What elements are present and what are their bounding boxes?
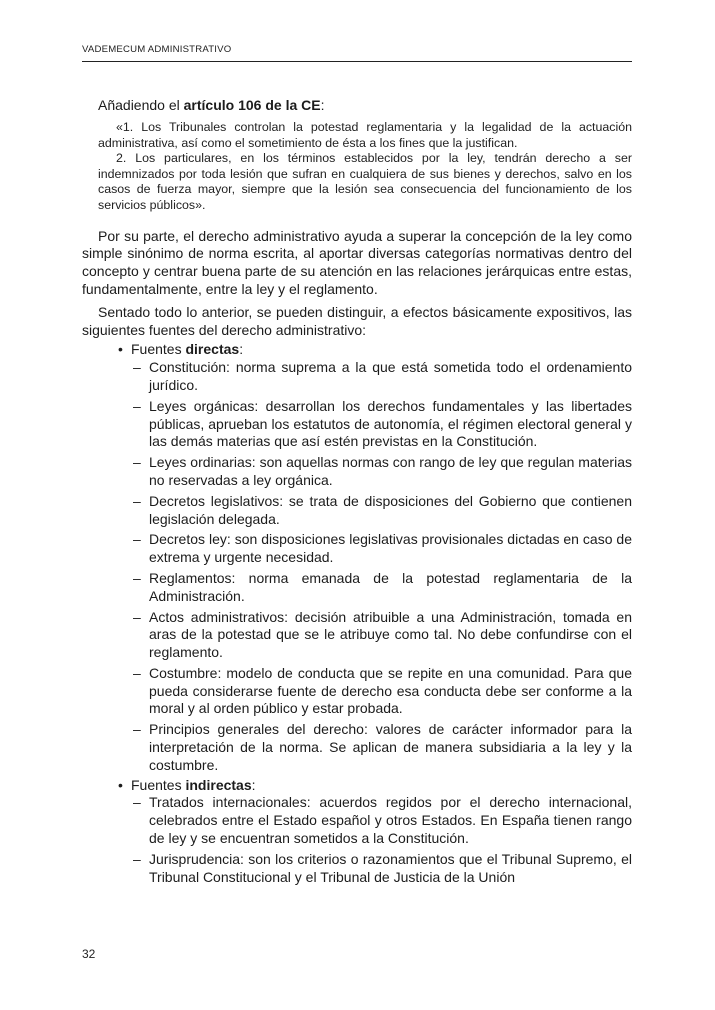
list-item — [82, 398, 632, 451]
list-item — [82, 721, 632, 774]
intro-prefix: Añadiendo el — [98, 97, 184, 113]
dash-marker: – — [133, 608, 141, 625]
list-item-text: Decretos ley: son disposiciones legislativas provisionales dictadas en caso de extrema y urgente necesidad. — [149, 531, 632, 566]
dash-marker: – — [133, 492, 141, 509]
list-item-text: Costumbre: modelo de conducta que se repite en una comunidad. Para que pueda considerarse fuente de derecho esa conducta debe ser conforme a la moral y al orden público y estar probada. — [149, 664, 632, 717]
list-item-text: Leyes ordinarias: son aquellas normas con rango de ley que regulan materias no reservadas a ley orgánica. — [149, 454, 632, 488]
list-item-text: Actos administrativos: decisión atribuible a una Administración, tomada en aras de la potestad que se le atribuye como tal. No debe confundirse con el reglamento. — [149, 608, 632, 661]
list-item-text: Jurisprudencia: son los criterios o razonamientos que el Tribunal Supremo, el Tribunal Constitucional y el Tribunal de Justicia de la Unión — [149, 850, 632, 885]
intro-line — [98, 96, 632, 114]
dash-marker: – — [133, 397, 141, 414]
group-suffix: : — [239, 341, 244, 358]
sources-group-direct — [82, 341, 632, 359]
sources-group-indirect — [82, 777, 632, 795]
body-paragraph: Sentado todo lo anterior, se pueden distinguir, a efectos básicamente expositivos, las siguientes fuentes del derecho administrativo: — [82, 303, 632, 338]
list-item — [82, 359, 632, 395]
dash-marker: – — [133, 569, 141, 586]
sources-list — [82, 777, 632, 795]
group-prefix: Fuentes — [131, 341, 186, 358]
list-item-text: Tratados internacionales: acuerdos regidos por el derecho internacional, celebrados entre el Estado español y otros Estados. En España tienen rango de ley y se encuentran sometidos a la Constitución. — [149, 794, 632, 847]
list-item — [82, 570, 632, 606]
bullet-marker: • — [118, 341, 123, 358]
group-prefix: Fuentes — [131, 776, 186, 793]
list-item — [82, 531, 632, 567]
list-item-text: Principios generales del derecho: valores de carácter informador para la interpretación de la norma. Se aplican de manera subsidiaria a la ley y la costumbre. — [149, 721, 632, 773]
quote-paragraph-1: «1. Los Tribunales controlan la potestad reglamentaria y la legalidad de la actuación administrativa, así como el sometimiento de ésta a los fines que la justifican. — [98, 120, 632, 150]
dash-marker: – — [133, 359, 141, 376]
dash-marker: – — [133, 721, 141, 738]
dash-marker: – — [133, 664, 141, 681]
list-item-text: Reglamentos: norma emanada de la potestad reglamentaria de la Administración. — [149, 569, 632, 604]
list-item — [82, 609, 632, 662]
list-item — [82, 493, 632, 529]
intro-suffix: : — [320, 97, 325, 113]
list-item — [82, 454, 632, 490]
block-quote — [98, 120, 632, 214]
list-item — [82, 665, 632, 718]
list-item-text: Leyes orgánicas: desarrollan los derechos fundamentales y las libertades públicas, aprueban los estatutos de autonomía, el régimen electoral general y las demás materias que así estén previstas en la Constitución. — [149, 397, 632, 450]
running-header: VADEMECUM ADMINISTRATIVO — [82, 44, 232, 55]
page-content — [82, 96, 632, 886]
sources-list — [82, 341, 632, 359]
dash-marker: – — [133, 794, 141, 811]
list-item — [82, 794, 632, 847]
list-item-text: Decretos legislativos: se trata de disposiciones del Gobierno que contienen legislación delegada. — [149, 492, 632, 527]
bullet-marker: • — [118, 776, 123, 793]
direct-sources-items — [82, 359, 632, 775]
body-paragraph: Por su parte, el derecho administrativo ayuda a superar la concepción de la ley como simple sinónimo de norma escrita, al aportar diversas categorías normativas dentro del concepto y centrar buena parte de su atención en las relaciones jerárquicas entre estas, fundamentalmente, entre la ley y el reglamento. — [82, 227, 632, 297]
list-item — [82, 851, 632, 887]
intro-article-reference: artículo 106 de la CE — [183, 97, 321, 113]
group-label: indirectas — [185, 776, 252, 793]
quote-paragraph-2: 2. Los particulares, en los términos establecidos por la ley, tendrán derecho a ser indemnizados por toda lesión que sufran en cualquiera de sus bienes y derechos, salvo en los casos de fuerza mayor, siempre que la lesión sea consecuencia del funcionamiento de los servicios públicos». — [98, 151, 632, 212]
group-suffix: : — [251, 776, 256, 793]
dash-marker: – — [133, 454, 141, 471]
dash-marker: – — [133, 850, 141, 867]
group-label: directas — [185, 341, 240, 358]
page-number: 32 — [82, 947, 96, 961]
dash-marker: – — [133, 531, 141, 548]
indirect-sources-items — [82, 794, 632, 886]
header-rule — [82, 61, 632, 62]
list-item-text: Constitución: norma suprema a la que está sometida todo el ordenamiento jurídico. — [149, 359, 632, 393]
